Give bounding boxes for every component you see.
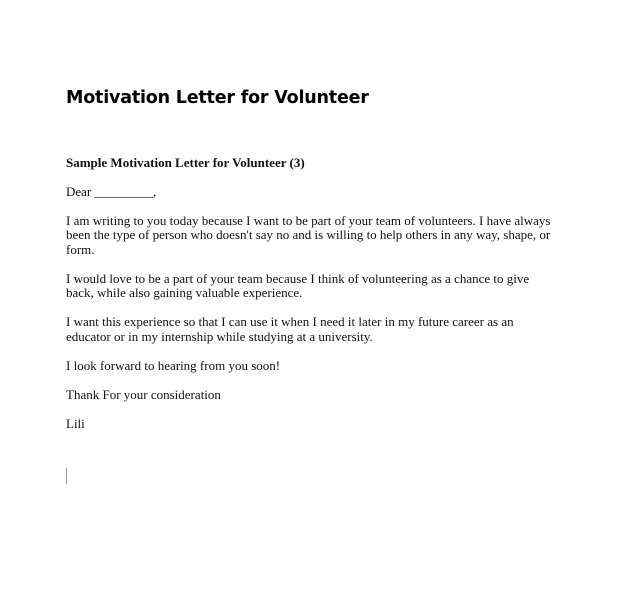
signature: Lili — [66, 415, 85, 431]
text-cursor — [66, 468, 67, 484]
paragraph-1: I am writing to you today because I want to be part of your team of volunteers. I have always been the type of person who doesn't say no and is willing to help others in any way, shape, or form. — [66, 212, 551, 257]
salutation: Dear _________, — [66, 183, 157, 199]
closing-line: Thank For your consideration — [66, 386, 221, 402]
document-title: Motivation Letter for Volunteer — [66, 88, 369, 108]
paragraph-2: I would love to be a part of your team because I think of volunteering as a chance to give back, while also gaining valuable experience. — [66, 270, 530, 300]
paragraph-4: I look forward to hearing from you soon! — [66, 357, 281, 373]
paragraph-3: I want this experience so that I can use it when I need it later in my future career as an educator or in my internship while studying at a university. — [66, 314, 514, 344]
letter-subtitle: Sample Motivation Letter for Volunteer (3) — [66, 155, 305, 170]
letter-body — [66, 156, 556, 446]
